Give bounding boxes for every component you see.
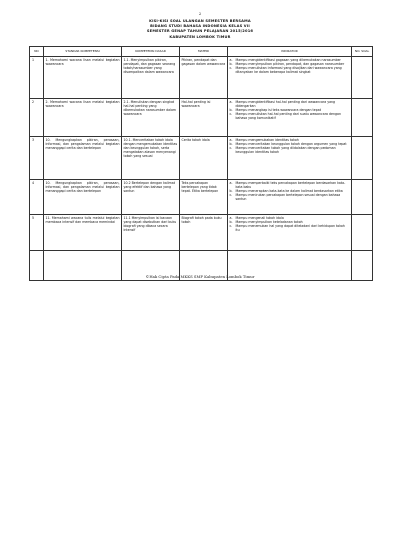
header-kompetensi-dasar: KOMPETENSI DASAR [122, 47, 180, 57]
table-row [30, 215, 373, 251]
indikator-letter: c. [229, 112, 233, 117]
table-row [30, 99, 373, 137]
heading-line: SEMESTER GENAP TAHUN PELAJARAN 2015/2016 [146, 29, 254, 34]
indikator-item [230, 66, 350, 74]
indikator-letter: b. [229, 189, 233, 194]
table-row [30, 180, 373, 215]
header-no: NO [30, 47, 44, 57]
cell-standar-kompetensi: 1. Memahami wacana lisan melalui kegiatan wawancara [44, 57, 122, 99]
cell-no-soal [352, 57, 373, 99]
cell-kompetensi-dasar: 10.2 Bertelepon dengan kalimat yang efektif dan bahasa yang santun [122, 180, 180, 215]
document-heading [0, 19, 400, 40]
cell-materi: Biografi tokoh pada buku tokoh [180, 215, 228, 251]
indikator-text: Mampu mengidentifikasi hal-hal penting dari wawancara yang didengarkan [235, 100, 336, 109]
indikator-text: Mampu menemukan hal yang dapat diteladani dari kehidupan tokoh itu [235, 224, 345, 233]
kisi-kisi-table [29, 46, 373, 281]
indikator-letter: b. [229, 220, 233, 225]
page-number: 2 [198, 11, 202, 16]
copyright-footer: ©Hak Cipta Pada MKKS SMP Kabupaten Lombok Timur [145, 274, 255, 279]
cell-no: 5 [30, 215, 44, 251]
cell-no-soal [352, 180, 373, 215]
indikator-item [230, 100, 350, 108]
indikator-item [230, 146, 350, 154]
indikator-letter: c. [229, 146, 233, 151]
indikator-text: Mampu menceritakan keunggulan tokoh dengan argumen yang tepat [235, 142, 347, 147]
cell-kompetensi-dasar: 2.1. Menuliskan dengan singkat hal-hal penting yang dikemukakan narasumber dalam wawancara [122, 99, 180, 137]
header-no-soal: NO. SOAL [352, 47, 373, 57]
indikator-text: Mampu mengenali tokoh idola [235, 216, 284, 220]
cell-no: 2 [30, 99, 44, 137]
cell-indikator [228, 215, 352, 251]
indikator-text: Mampu menerapkan kata-kata ke dalam kalimat berdasarkan etika [235, 189, 343, 194]
cell-indikator [228, 57, 352, 99]
heading-line: KISI-KISI SOAL ULANGAN SEMESTER BERSAMA [149, 19, 251, 23]
indikator-letter: a. [229, 138, 233, 142]
table-body [30, 57, 373, 281]
indikator-text: Mampu menangkap isi teks wawancara dengan tepat [235, 108, 321, 113]
indikator-text: Mampu menuliskan informasi yang disajikan dari wawancara yang ditanyakan ke dalam beberapa kalimat singkat [235, 66, 342, 75]
indikator-text: Mampu mengidentifikasi gagasan yang dikemukakan narasumber [235, 58, 341, 62]
cell-no: 1 [30, 57, 44, 99]
cell-indikator [228, 99, 352, 137]
cell-materi: Pikiran, pendapat dan gagasan dalam wawancara [180, 57, 228, 99]
indikator-item [230, 181, 350, 189]
indikator-item [230, 224, 350, 232]
indikator-text: Mampu menceritakan tokoh yang diidolakan dengan pedoman keunggulan identitas tokoh [235, 146, 336, 155]
cell-no-soal [352, 215, 373, 251]
cell-kompetensi-dasar: 1.1. Menyimpulkan pikiran, pendapat, dan gagasan seorang tokoh/narasumber yang disampaikan dalam wawancara [122, 57, 180, 99]
cell-materi: Cerita tokoh idola [180, 137, 228, 180]
cell-standar-kompetensi: 10. Mengungkapkan pikiran, perasaan, informasi, dan pengalaman melalui kegiatan menanggapi cerita dan bertelepon [44, 137, 122, 180]
cell-no-soal [352, 137, 373, 180]
indikator-letter: b. [229, 62, 233, 67]
cell-materi: Teks percakapan bertelepon yang tidak tepat. Etika bertelepon [180, 180, 228, 215]
cell-kompetensi-dasar: 10.1. Menceritakan tokoh idola dengan mengemukakan identitas dan keunggulan tokoh, serta mengatakan alasan menyenangi tokoh yang sesuai [122, 137, 180, 180]
indikator-item [230, 112, 350, 120]
header-indikator: INDIKATOR [228, 47, 352, 57]
indikator-letter: b. [229, 108, 233, 113]
indikator-letter: c. [229, 224, 233, 229]
indikator-letter: a. [229, 181, 233, 185]
indikator-text: Mampu menyimpulkan keteladanan tokoh [235, 220, 303, 225]
cell-indikator [228, 137, 352, 180]
cell-no: 3 [30, 137, 44, 180]
cell-indikator [228, 180, 352, 215]
cell-kompetensi-dasar: 11.1 Menyimpulkan isi bacaan yang dapat disebutkan dari buku biografi yang dibaca secara intensif [122, 215, 180, 251]
cell-no-soal [352, 99, 373, 137]
header-materi: MATERI [180, 47, 228, 57]
indikator-item [230, 193, 350, 201]
cell-standar-kompetensi: 11. Memahami wacana tulis melalui kegiatan membaca intensif dan membaca memindai [44, 215, 122, 251]
indikator-text: Mampu menuliskan hal-hal penting dari suatu wawancara dengan bahasa yang komunikatif [235, 112, 341, 121]
indikator-letter: c. [229, 66, 233, 71]
indikator-letter: a. [229, 100, 233, 104]
table-row [30, 137, 373, 180]
cell-no: 4 [30, 180, 44, 215]
indikator-letter: a. [229, 216, 233, 220]
indikator-letter: c. [229, 193, 233, 198]
indikator-letter: b. [229, 142, 233, 147]
indikator-text: Mampu memperbaiki teks percakapan bertelepon berdasarkan kata-kata baku [235, 181, 346, 190]
header-standar-kompetensi: STANDAR KOMPETENSI [44, 47, 122, 57]
heading-line: BIDANG STUDI BAHASA INDONESIA KELAS VII [150, 24, 250, 29]
heading-line: KABUPATEN LOMBOK TIMUR [169, 34, 231, 39]
indikator-text: Mampu menyimpulkan pikiran, pendapat, dan gagasan narasumber [235, 62, 345, 67]
indikator-text: Mampu menirukan percakapan bertelepon sesuai dengan bahasa santun [235, 193, 341, 202]
table-row [30, 57, 373, 99]
indikator-text: Mampu mengemukakan identitas tokoh [235, 138, 299, 142]
table-header-row [30, 47, 373, 57]
indikator-letter: a. [229, 58, 233, 62]
cell-standar-kompetensi: 2. Memahami wacana lisan melalui kegiatan wawancara [44, 99, 122, 137]
cell-materi: Hal-hal penting isi wawancara [180, 99, 228, 137]
cell-standar-kompetensi: 10. Mengungkapkan pikiran, perasaan, informasi, dan pengalaman melalui kegiatan menanggapi cerita dan bertelepon [44, 180, 122, 215]
